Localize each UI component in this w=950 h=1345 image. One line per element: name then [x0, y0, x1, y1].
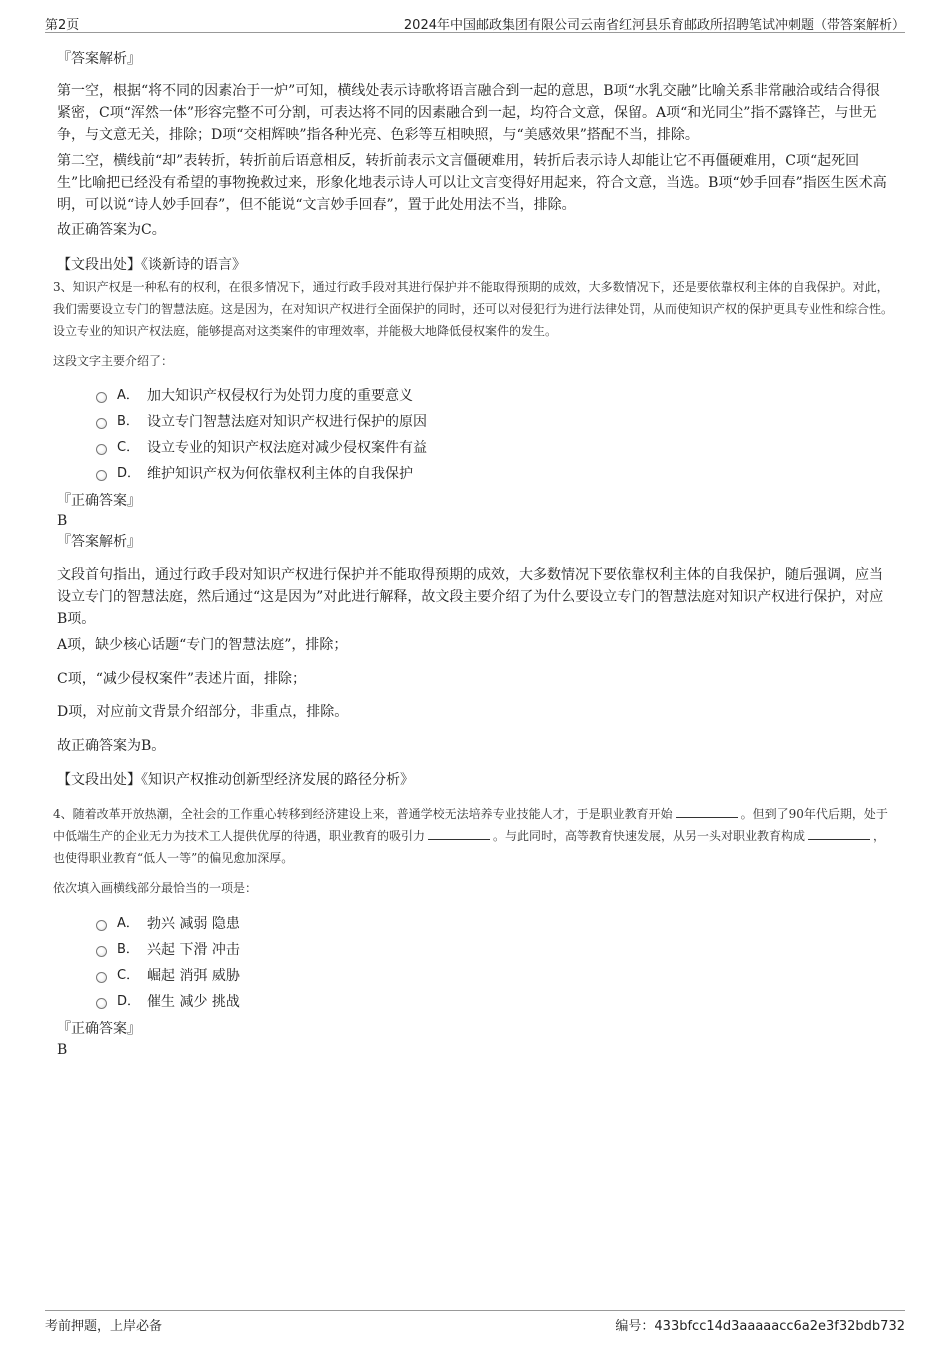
page-header — [45, 12, 905, 33]
option-text: 设立专业的知识产权法庭对减少侵权案件有益 — [147, 440, 427, 456]
option-text: 兴起 下滑 冲击 — [147, 942, 240, 958]
page-number: 第2页 — [45, 18, 80, 33]
fill-blank[interactable] — [808, 827, 870, 840]
answer-label: 『正确答案』 — [57, 1021, 141, 1037]
radio-icon[interactable] — [96, 418, 107, 429]
conclusion: 故正确答案为B。 — [57, 738, 166, 754]
question-prompt: 依次填入画横线部分最恰当的一项是： — [53, 881, 258, 895]
option-letter: C． — [117, 440, 140, 455]
analysis-paragraph: 第二空，横线前“却”表转折，转折前后语意相反，转折前表示文言僵硬难用，转折后表示诗人却能让它不再僵硬难用，C项“起死回生”比喻把已经没有希望的事物挽救过来，形象化地表示诗人可以让文言变得好用起来，符合文意，当选。B项“妙手回春”指医生医术高明，可以说“诗人妙手回春”，但不能说“文言妙手回春”，置于此处用法不当，排除。 — [57, 153, 887, 213]
analysis-note: D项，对应前文背景介绍部分，非重点，排除。 — [57, 704, 349, 720]
option-letter: D． — [117, 466, 141, 481]
analysis-label: 『答案解析』 — [57, 51, 141, 67]
option-b[interactable] — [96, 411, 427, 433]
answer-value: B — [57, 513, 68, 529]
conclusion: 故正确答案为C。 — [57, 222, 166, 238]
option-b[interactable] — [96, 939, 240, 961]
analysis-note: C项，“减少侵权案件”表述片面，排除； — [57, 671, 307, 687]
question-stem: 4、随着改革开放热潮，全社会的工作重心转移到经济建设上来，普通学校无法培养专业技能人才，于是职业教育开始 。但到了90年代后期，处于中低端生产的企业无力为技术工人提供优厚的待遇，职业教育的吸引力 。与此同时，高等教育快速发展，从另一头对职业教育构成 ，也使得职业教育“低人一等”的偏见愈加深厚。 — [53, 807, 888, 865]
option-text: 维护知识产权为何依靠权利主体的自我保护 — [147, 466, 413, 482]
analysis-note: A项，缺少核心话题“专门的智慧法庭”，排除； — [57, 637, 348, 653]
option-letter: B． — [117, 942, 139, 957]
footer-slogan: 考前押题，上岸必备 — [45, 1319, 163, 1334]
radio-icon[interactable] — [96, 392, 107, 403]
fill-blank[interactable] — [676, 805, 738, 818]
document-id: 编号：433bfcc14d3aaaaacc6a2e3f32bdb732 — [615, 1319, 905, 1334]
document-title: 2024年中国邮政集团有限公司云南省红河县乐育邮政所招聘笔试冲刺题（带答案解析） — [403, 18, 905, 33]
analysis-label: 『答案解析』 — [57, 534, 141, 550]
option-text: 崛起 消弭 威胁 — [147, 968, 240, 984]
analysis-paragraph: 第一空，根据“将不同的因素冶于一炉”可知，横线处表示诗歌将语言融合到一起的意思，B项“水乳交融”比喻关系非常融洽或结合得很紧密，C项“浑然一体”形容完整不可分割，可表达将不同的因素融合到一起，均符合文意，保留。A项“和光同尘”指不露锋芒，与世无争，与文意无关，排除；D项“交相辉映”指各种光亮、色彩等互相映照，与“美感效果”搭配不当，排除。 — [57, 83, 880, 143]
option-letter: D． — [117, 994, 141, 1009]
option-text: 勃兴 减弱 隐患 — [147, 916, 240, 932]
option-a[interactable] — [96, 913, 240, 935]
option-c[interactable] — [96, 965, 240, 987]
analysis-paragraph: 文段首句指出，通过行政手段对知识产权进行保护并不能取得预期的成效，大多数情况下要依靠权利主体的自我保护，随后强调，应当设立专门的智慧法庭，然后通过“这是因为”对此进行解释，故文段主要介绍了为什么要设立专门的智慧法庭对知识产权进行保护，对应B项。 — [57, 567, 884, 627]
option-text: 加大知识产权侵权行为处罚力度的重要意义 — [147, 388, 413, 404]
option-letter: B． — [117, 414, 139, 429]
source: 【文段出处】《知识产权推动创新型经济发展的路径分析》 — [57, 772, 414, 788]
radio-icon[interactable] — [96, 470, 107, 481]
radio-icon[interactable] — [96, 972, 107, 983]
answer-label: 『正确答案』 — [57, 493, 141, 509]
option-d[interactable] — [96, 463, 413, 485]
fill-blank[interactable] — [428, 827, 490, 840]
radio-icon[interactable] — [96, 444, 107, 455]
radio-icon[interactable] — [96, 998, 107, 1009]
option-text: 设立专门智慧法庭对知识产权进行保护的原因 — [147, 414, 427, 430]
answer-value: B — [57, 1042, 68, 1058]
page-footer — [45, 1310, 905, 1334]
option-a[interactable] — [96, 385, 413, 407]
radio-icon[interactable] — [96, 920, 107, 931]
option-letter: A． — [117, 916, 139, 931]
question-prompt: 这段文字主要介绍了： — [53, 354, 174, 368]
option-d[interactable] — [96, 991, 240, 1013]
radio-icon[interactable] — [96, 946, 107, 957]
option-c[interactable] — [96, 437, 427, 459]
question-stem: 3、知识产权是一种私有的权利，在很多情况下，通过行政手段对其进行保护并不能取得预期的成效，大多数情况下，还是要依靠权利主体的自我保护。对此，我们需要设立专门的智慧法庭。这是因为，在对知识产权进行全面保护的同时，还可以对侵犯行为进行法律处罚，从而使知识产权的保护更具专业性和综合性。设立专业的知识产权法庭，能够提高对这类案件的审理效率，并能极大地降低侵权案件的发生。 — [53, 280, 894, 338]
option-letter: A． — [117, 388, 139, 403]
option-text: 催生 减少 挑战 — [147, 994, 240, 1010]
source: 【文段出处】《谈新诗的语言》 — [57, 257, 246, 273]
option-letter: C． — [117, 968, 140, 983]
